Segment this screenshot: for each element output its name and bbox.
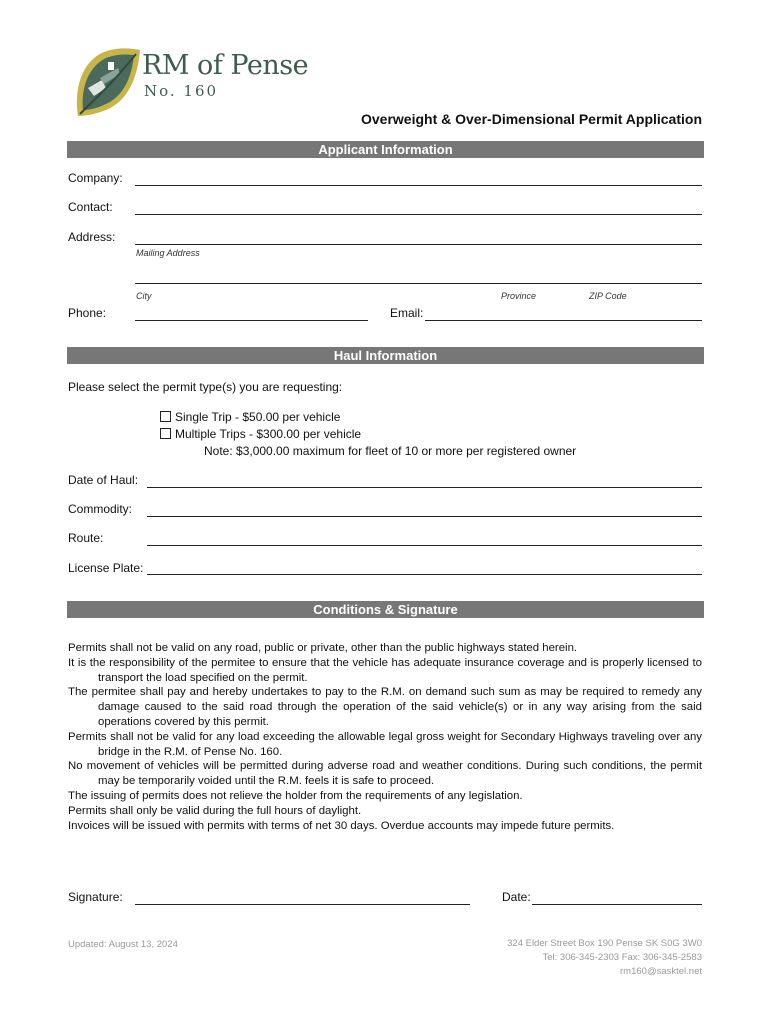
rm-email: rm160@sasktel.net <box>620 966 702 977</box>
haul-section-heading: Haul Information <box>67 347 704 364</box>
condition-item: It is the responsibility of the permitee to ensure that the vehicle has adequate insurance coverage and is properly licensed to transport the load specified on the permit. <box>68 656 702 684</box>
signature-date-label: Date: <box>502 890 531 904</box>
signature-field[interactable] <box>135 904 470 905</box>
condition-item: Invoices will be issued with permits with terms of net 30 days. Overdue accounts may impede future permits. <box>68 819 615 832</box>
condition-item: The issuing of permits does not relieve the holder from the requirements of any legislation. <box>68 789 523 802</box>
conditions-list <box>68 641 702 833</box>
mailing-address-field[interactable] <box>135 244 702 245</box>
single-trip-label: Single Trip - $50.00 per vehicle <box>175 410 341 424</box>
logo-name: RM of Pense <box>142 50 309 81</box>
condition-item: Permits shall not be valid on any road, public or private, other than the public highways stated herein. <box>68 642 578 654</box>
condition-item: Permits shall only be valid during the full hours of daylight. <box>68 804 362 817</box>
multiple-trips-option[interactable] <box>160 427 361 441</box>
signature-date-field[interactable] <box>532 904 702 905</box>
logo-number: No. 160 <box>144 82 219 100</box>
contact-label: Contact: <box>68 200 113 214</box>
city-province-zip-field[interactable] <box>135 283 702 284</box>
phone-field[interactable] <box>135 320 368 321</box>
company-field[interactable] <box>135 185 702 186</box>
company-label: Company: <box>68 171 123 185</box>
condition-item: Permits shall not be valid for any load exceeding the allowable legal gross weight for Secondary Highways traveling over any bridge in the R.M. of Pense No. 160. <box>68 730 702 758</box>
email-field[interactable] <box>425 320 702 321</box>
commodity-label: Commodity: <box>68 502 133 516</box>
license-plate-label: License Plate: <box>68 561 144 575</box>
condition-item: The permitee shall pay and hereby undertakes to pay to the R.M. on demand such sum as may be required to remedy any damage caused to the said road through the operation of the said vehicle(s) or in any way arising from the said operations covered by this permit. <box>68 686 702 728</box>
signature-label: Signature: <box>68 890 123 904</box>
updated-date: Updated: August 13, 2024 <box>68 939 178 950</box>
mailing-address-caption: Mailing Address <box>136 248 200 258</box>
zip-caption: ZIP Code <box>589 291 627 301</box>
route-field[interactable] <box>147 545 702 546</box>
single-trip-option[interactable] <box>160 410 340 424</box>
commodity-field[interactable] <box>147 516 702 517</box>
rm-phone-fax: Tel: 306-345-2303 Fax: 306-345-2583 <box>542 952 702 963</box>
multiple-trips-checkbox[interactable] <box>160 428 171 439</box>
province-caption: Province <box>501 291 537 301</box>
multiple-trips-label: Multiple Trips - $300.00 per vehicle <box>175 427 362 441</box>
single-trip-checkbox[interactable] <box>160 411 171 422</box>
fleet-maximum-note: Note: $3,000.00 maximum for fleet of 10 or more per registered owner <box>204 444 577 458</box>
applicant-section-heading: Applicant Information <box>67 141 704 158</box>
license-plate-field[interactable] <box>147 574 702 575</box>
route-label: Route: <box>68 531 104 545</box>
rm-pense-logo <box>72 44 309 120</box>
form-title: Overweight & Over-Dimensional Permit Application <box>361 111 702 127</box>
rm-contact-info <box>402 937 702 979</box>
contact-field[interactable] <box>135 214 702 215</box>
address-label: Address: <box>68 230 116 244</box>
date-of-haul-label: Date of Haul: <box>68 473 139 487</box>
email-label: Email: <box>390 306 424 320</box>
conditions-section-heading: Conditions & Signature <box>67 601 704 618</box>
leaf-emblem-icon <box>72 44 142 120</box>
condition-item: No movement of vehicles will be permitted during adverse road and weather conditions. During such conditions, the permit may be temporarily voided until the R.M. feels it is safe to proceed. <box>68 760 702 788</box>
city-caption: City <box>136 291 152 301</box>
date-of-haul-field[interactable] <box>147 487 702 488</box>
rm-street-address: 324 Elder Street Box 190 Pense SK S0G 3W0 <box>507 938 702 949</box>
phone-label: Phone: <box>68 306 107 320</box>
permit-type-prompt: Please select the permit type(s) you are requesting: <box>68 380 343 394</box>
